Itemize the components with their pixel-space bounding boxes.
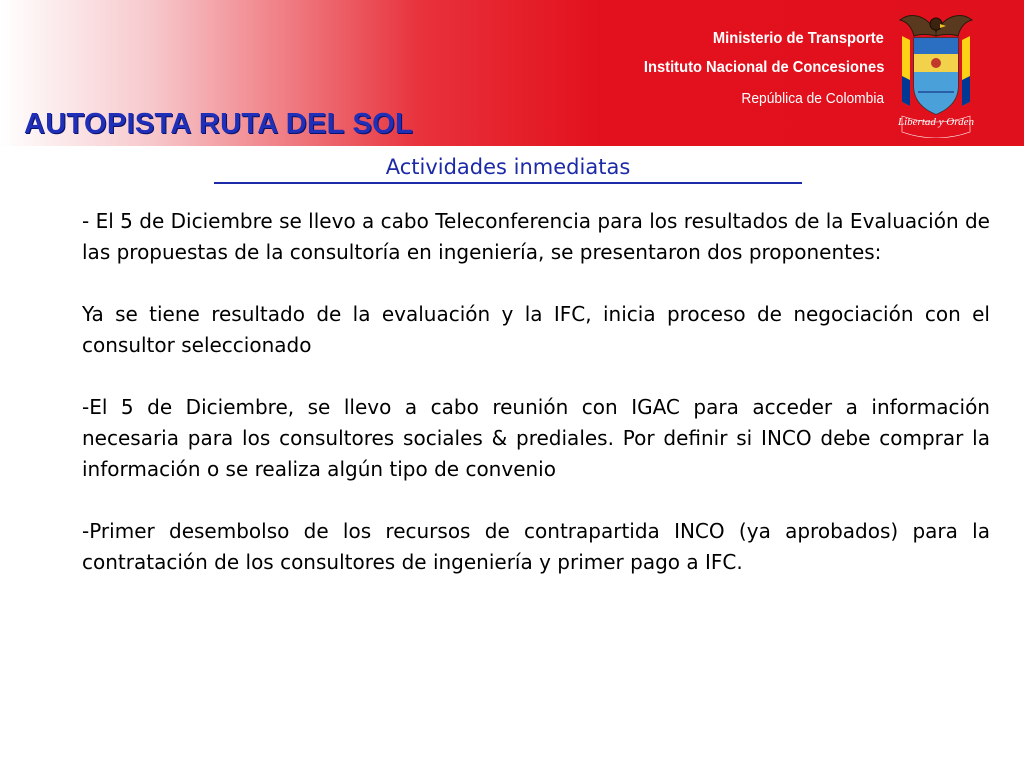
- activities-body: [82, 206, 990, 609]
- motto-text: Libertad y Orden: [898, 116, 974, 128]
- header-banner: [0, 0, 1024, 146]
- institute-name: Instituto Nacional de Concesiones: [643, 59, 884, 76]
- activity-paragraph: -Primer desembolso de los recursos de contrapartida INCO (ya aprobados) para la contratación de los consultores de ingeniería y primer pago a IFC.: [82, 519, 990, 574]
- country-name: República de Colombia: [741, 90, 884, 107]
- activity-paragraph: Ya se tiene resultado de la evaluación y la IFC, inicia proceso de negociación con el consultor seleccionado: [82, 302, 990, 357]
- activity-paragraph: - El 5 de Diciembre se llevo a cabo Teleconferencia para los resultados de la Evaluación de las propuestas de la consultoría en ingeniería, se presentaron dos proponentes:: [82, 209, 990, 264]
- section-heading: Actividades inmediatas: [214, 150, 802, 184]
- ministry-name: Ministerio de Transporte: [713, 30, 884, 47]
- project-title: AUTOPISTA RUTA DEL SOL: [24, 108, 413, 140]
- activity-paragraph: -El 5 de Diciembre, se llevo a cabo reunión con IGAC para acceder a información necesaria para los consultores sociales & prediales. Por definir si INCO debe comprar la información o se realiza algún tipo de convenio: [82, 395, 990, 481]
